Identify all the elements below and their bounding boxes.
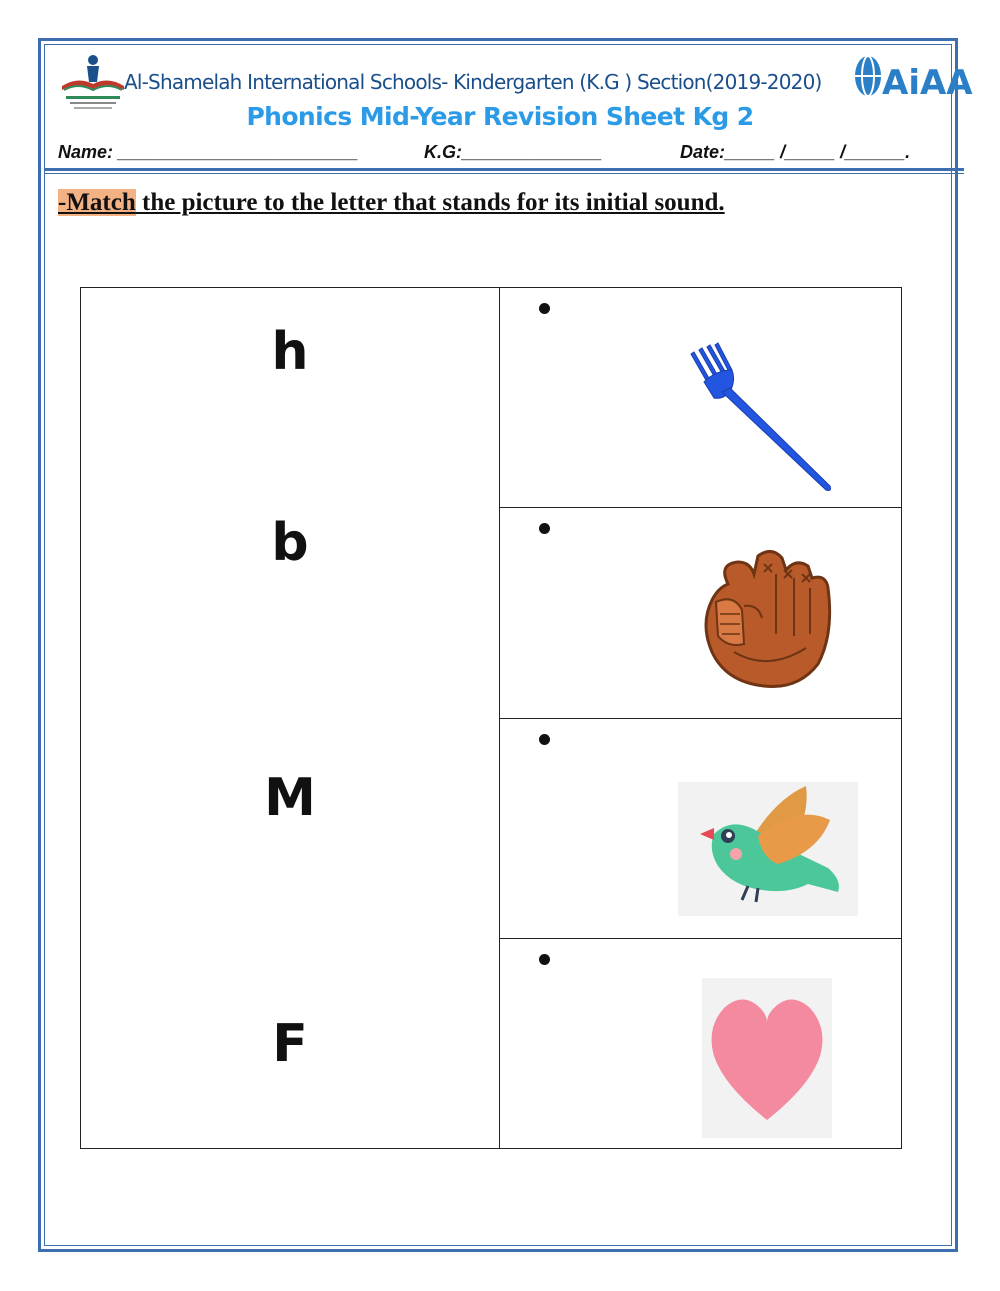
sheet-title: Phonics Mid-Year Revision Sheet Kg 2 — [246, 102, 754, 131]
match-dot-1[interactable] — [539, 303, 550, 314]
date-field[interactable]: Date:_____ /_____ /______. — [680, 142, 911, 162]
letter-h: h — [271, 322, 309, 382]
header-divider — [44, 168, 964, 171]
aiaa-logo-text: AiAA — [882, 63, 973, 103]
match-dot-4[interactable] — [539, 954, 550, 965]
match-dot-3[interactable] — [539, 734, 550, 745]
row-divider — [500, 507, 901, 508]
match-dot-2[interactable] — [539, 523, 550, 534]
letter-f: F — [272, 1014, 308, 1074]
header-divider-thin — [44, 173, 964, 174]
heart-icon — [702, 978, 832, 1138]
instruction-highlight: -Match — [58, 189, 136, 216]
instruction-text — [58, 189, 725, 217]
letter-b: b — [271, 513, 309, 573]
instruction-rest: the picture to the letter that stands for its initial sound. — [135, 189, 725, 216]
row-divider — [500, 938, 901, 939]
school-name: Al-Shamelah International Schools- Kindergarten (K.G ) Section(2019-2020) — [124, 70, 822, 94]
row-divider — [500, 718, 901, 719]
letter-m: M — [264, 768, 316, 828]
bird-icon — [678, 782, 858, 916]
baseball-glove-icon — [698, 544, 838, 690]
name-field[interactable]: Name: ________________________ — [58, 142, 359, 162]
kg-field[interactable]: K.G:______________ — [424, 142, 603, 162]
fork-icon — [680, 340, 840, 500]
aiaa-logo-icon — [852, 48, 973, 104]
